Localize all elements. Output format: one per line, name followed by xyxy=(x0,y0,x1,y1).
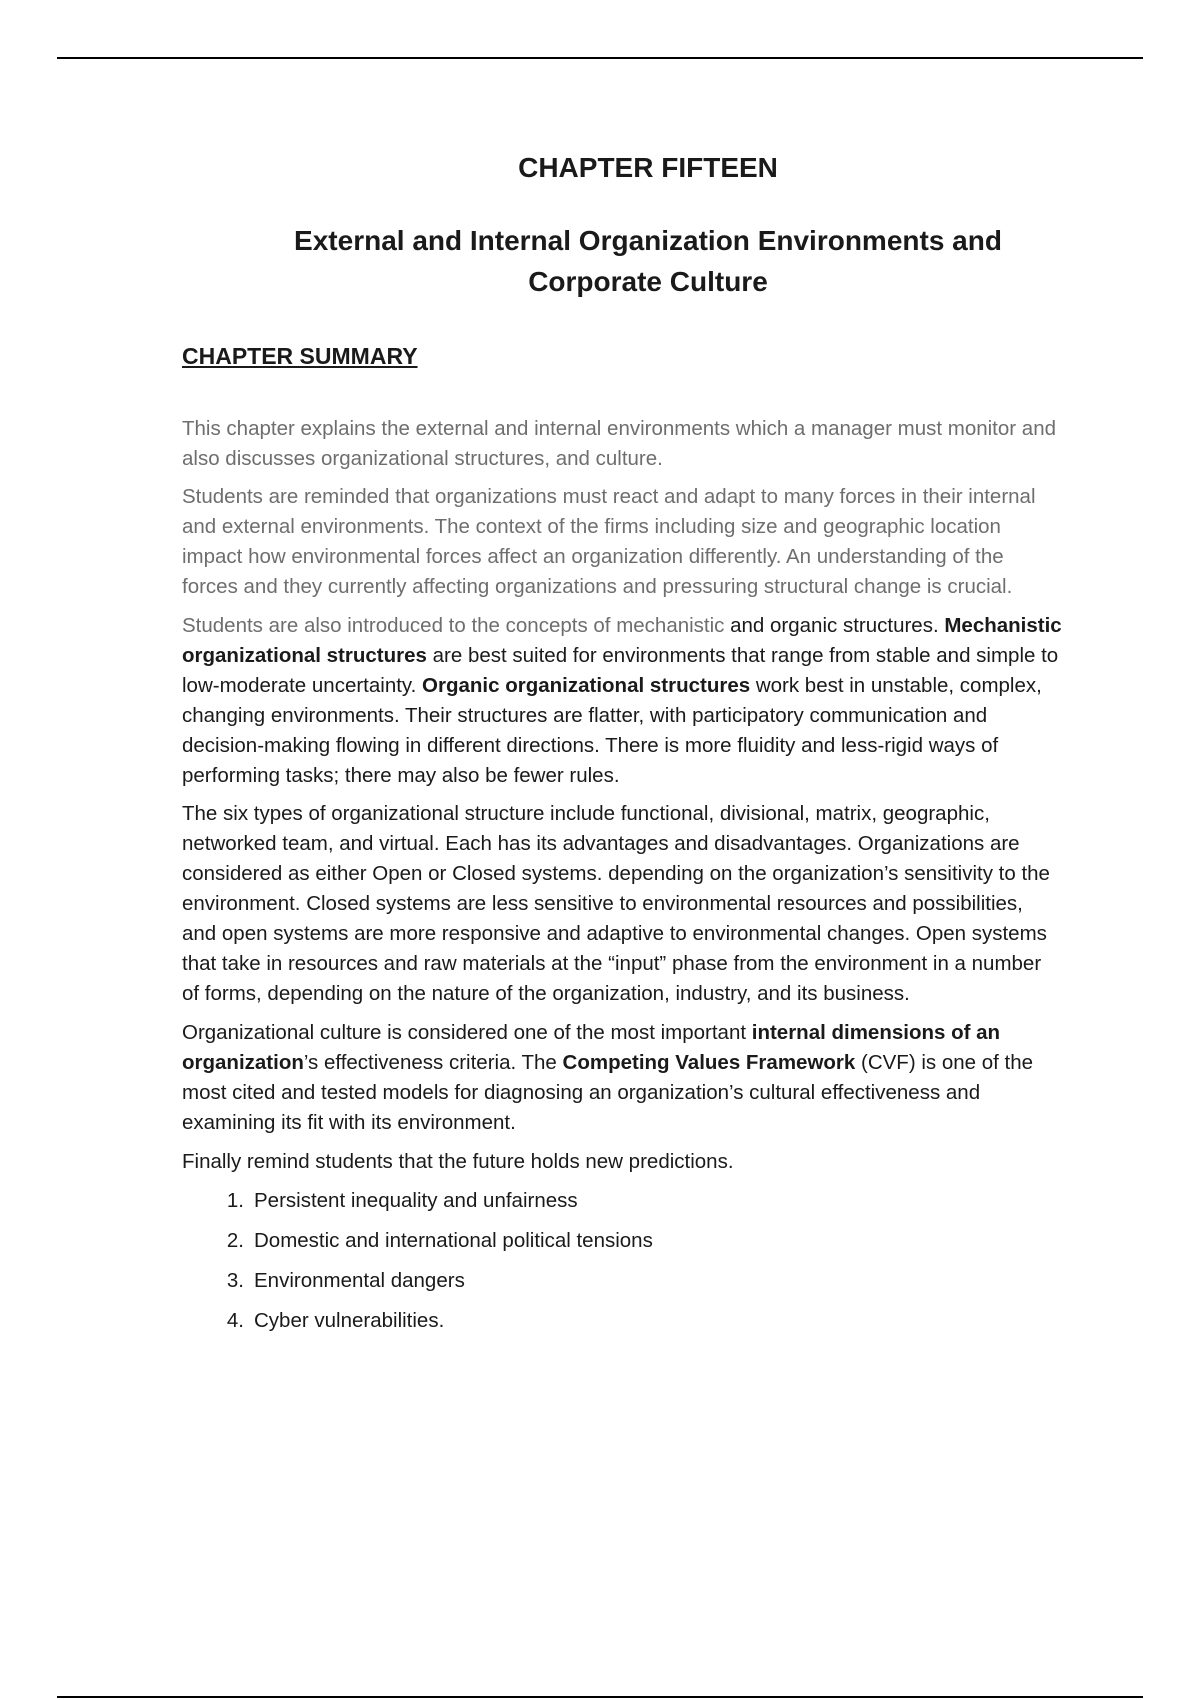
paragraph-3-run-2: and organic structures. xyxy=(724,614,945,637)
list-item-number: 3. xyxy=(226,1269,244,1292)
document-page xyxy=(182,148,1062,1346)
chapter-title-line1: External and Internal Organization Environments and xyxy=(294,225,1002,256)
internal-dimensions-term: internal dimensions of an organization xyxy=(182,1021,1001,1074)
organic-term: Organic organizational structures xyxy=(422,674,751,697)
top-rule xyxy=(57,57,1143,59)
summary-paragraph-2: Students are reminded that organizations must react and adapt to many forces in their internal and external environments. The context of the firms including size and geographic location impact how environmental forces affect an organization differently. An understanding of the forces and they currently affecting organizations and pressuring structural change is crucial. xyxy=(182,485,1036,598)
paragraph-3-run-4: work best in unstable, complex, changing environments. Their structures are flatter, with participatory communication and decision-making flowing in different directions. There is more fluidity and less-rigid ways of performing tasks; there may also be fewer rules. xyxy=(182,674,1042,787)
bottom-rule xyxy=(57,1696,1143,1698)
list-item xyxy=(182,1266,1062,1296)
summary-heading: CHAPTER SUMMARY xyxy=(182,343,418,369)
list-item-text: Domestic and international political tensions xyxy=(254,1229,653,1252)
paragraph-5-run-1: Organizational culture is considered one of the most important xyxy=(182,1021,752,1044)
list-item-number: 2. xyxy=(226,1229,244,1252)
list-item-text: Persistent inequality and unfairness xyxy=(254,1189,578,1212)
list-item-text: Cyber vulnerabilities. xyxy=(254,1309,445,1332)
paragraph-5-run-2: ’s effectiveness criteria. The xyxy=(303,1051,563,1074)
summary-paragraph-5 xyxy=(182,1018,1062,1138)
summary-paragraph-1: This chapter explains the external and internal environments which a manager must monitor and also discusses organizational structures, and culture. xyxy=(182,417,1056,470)
list-item xyxy=(182,1186,1062,1216)
paragraph-3-run-1: Students are also introduced to the concepts of mechanistic xyxy=(182,614,725,637)
list-item-number: 1. xyxy=(226,1189,244,1212)
mechanistic-term: Mechanistic organizational structures xyxy=(182,614,1062,667)
chapter-number: CHAPTER FIFTEEN xyxy=(518,152,778,183)
predictions-list xyxy=(182,1186,1062,1336)
cvf-term: Competing Values Framework xyxy=(562,1051,856,1074)
paragraph-5-run-3: (CVF) is one of the most cited and tested models for diagnosing an organization’s cultural effectiveness and examining its fit with its environment. xyxy=(182,1051,1034,1134)
list-item-number: 4. xyxy=(226,1309,244,1332)
summary-paragraph-4: The six types of organizational structure include functional, divisional, matrix, geographic, networked team, and virtual. Each has its advantages and disadvantages. Organizations are considered as either Open or Closed systems. depending on the organization’s sensitivity to the environment. Closed systems are less sensitive to environmental resources and possibilities, and open systems are more responsive and adaptive to environmental changes. Open systems that take in resources and raw materials at the “input” phase from the environment in a number of forms, depending on the nature of the organization, industry, and its business. xyxy=(182,802,1050,1005)
list-item xyxy=(182,1226,1062,1256)
chapter-title xyxy=(234,220,1062,302)
summary-paragraph-6: Finally remind students that the future holds new predictions. xyxy=(182,1150,734,1173)
chapter-title-line2: Corporate Culture xyxy=(528,266,768,297)
summary-paragraph-3 xyxy=(182,611,1062,791)
list-item xyxy=(182,1306,1062,1336)
list-item-text: Environmental dangers xyxy=(254,1269,465,1292)
paragraph-3-run-3: are best suited for environments that range from stable and simple to low-moderate uncertainty. xyxy=(182,644,1059,697)
